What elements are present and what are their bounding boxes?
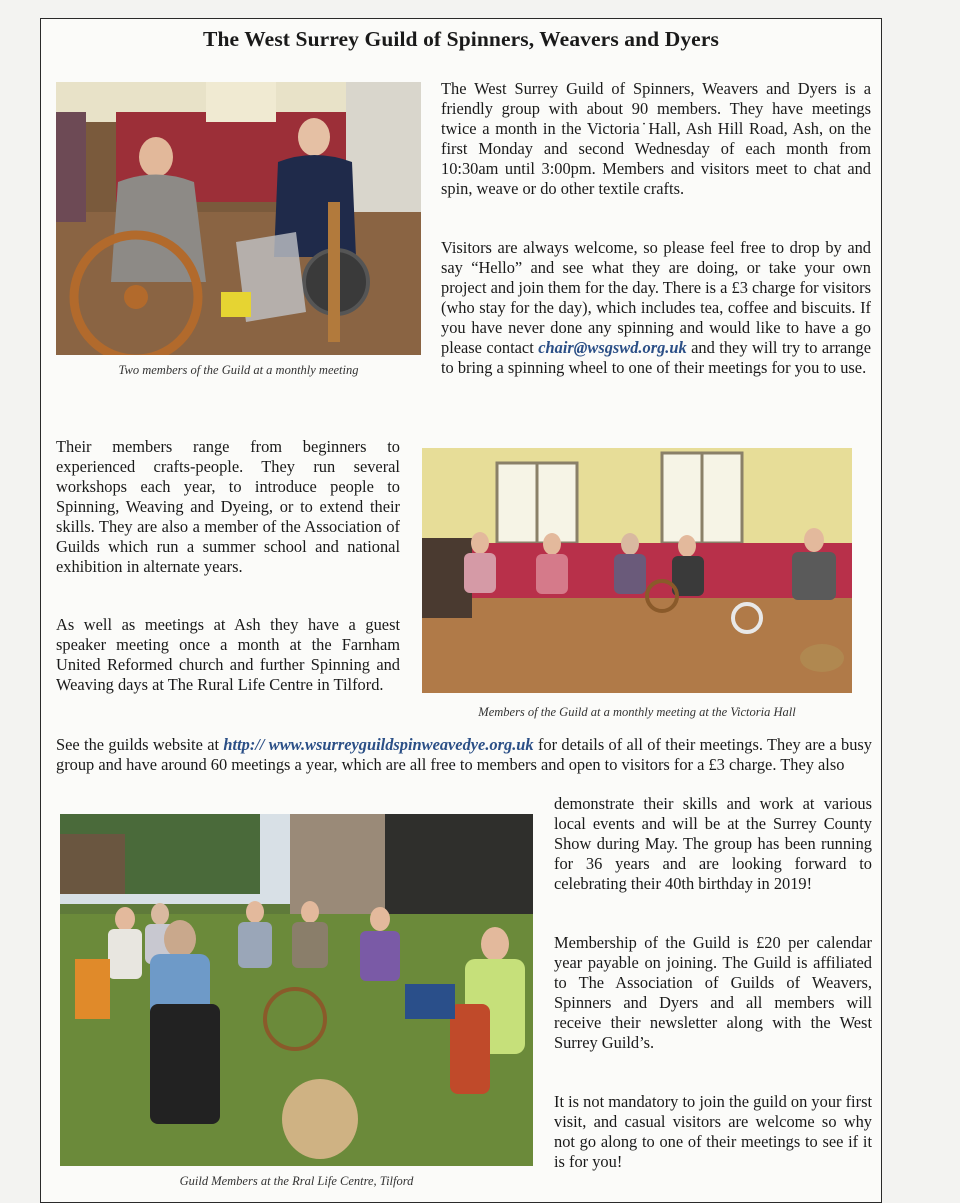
visitors-text-after: and they will try to arrange to bring a spinning wheel to one of their meetings for you to use. [441,338,871,377]
photo-rural-life-centre [60,814,533,1166]
caption-photo-rural-life-centre: Guild Members at the Rral Life Centre, Tilford [179,1174,414,1188]
photo-two-members [56,82,421,355]
newsletter-page [40,18,882,1203]
meetings-ash-paragraph: As well as meetings at Ash they have a guest speaker meeting once a month at the Farnham United Reformed church and further Spinning and Weaving days at The Rural Life Centre in Tilford. [56,615,400,694]
mandatory-paragraph: It is not mandatory to join the guild on your first visit, and casual visitors are welcome so why not go along to one of their meetings to see if it is for you! [554,1092,872,1171]
intro-paragraph: The West Surrey Guild of Spinners, Weavers and Dyers is a friendly group with about 90 members. They have meetings twice a month in the Victoria˙Hall, Ash Hill Road, Ash, on the first Monday and second Wednesday of each month from 10:30am until 3:00pm. Members and visitors meet to chat and spin, weave or do other textile crafts. [441,79,871,198]
email-link[interactable]: chair@wsgswd.org.uk [538,338,687,357]
website-paragraph [56,735,872,775]
page-title: The West Surrey Guild of Spinners, Weavers and Dyers [203,27,719,51]
visitors-text-before: Visitors are always welcome, so please feel free to drop by and say “Hello” and see what they are doing, or take your own project and join them for the day. There is a £3 charge for visitors (who stay for the day), which includes tea, coffee and biscuits. If you have never done any spinning and would like to have a go please contact [441,238,871,357]
website-link[interactable]: http:// www.wsurreyguildspinweavedye.org.uk [223,735,534,754]
photo-victoria-hall [422,448,852,693]
caption-photo-victoria-hall: Members of the Guild at a monthly meeting at the Victoria Hall [478,705,796,719]
membership-paragraph: Membership of the Guild is £20 per calendar year payable on joining. The Guild is affiliated to The Association of Guilds of Weavers, Spinners and Dyers and all members will receive their newsletter along with the West Surrey Guild’s. [554,933,872,1052]
website-suffix: for details of all of their meetings. They are a busy group and have around 60 meetings a year, which are all free to members and open to visitors for a £3 charge. They also [56,735,872,774]
caption-photo-two-members: Two members of the Guild at a monthly meeting [118,363,359,377]
website-prefix: See the guilds website at [56,735,224,754]
visitors-paragraph [441,238,871,378]
demonstrate-paragraph: demonstrate their skills and work at various local events and will be at the Surrey County Show during May. The group has been running for 36 years and are looking forward to celebrating their 40th birthday in 2019! [554,794,872,893]
members-range-paragraph: Their members range from beginners to experienced crafts-people. They run several workshops each year, to introduce people to Spinning, Weaving and Dyeing, or to extend their skills. They are also a member of the Association of Guilds which run a summer school and national exhibition in alternate years. [56,437,400,576]
